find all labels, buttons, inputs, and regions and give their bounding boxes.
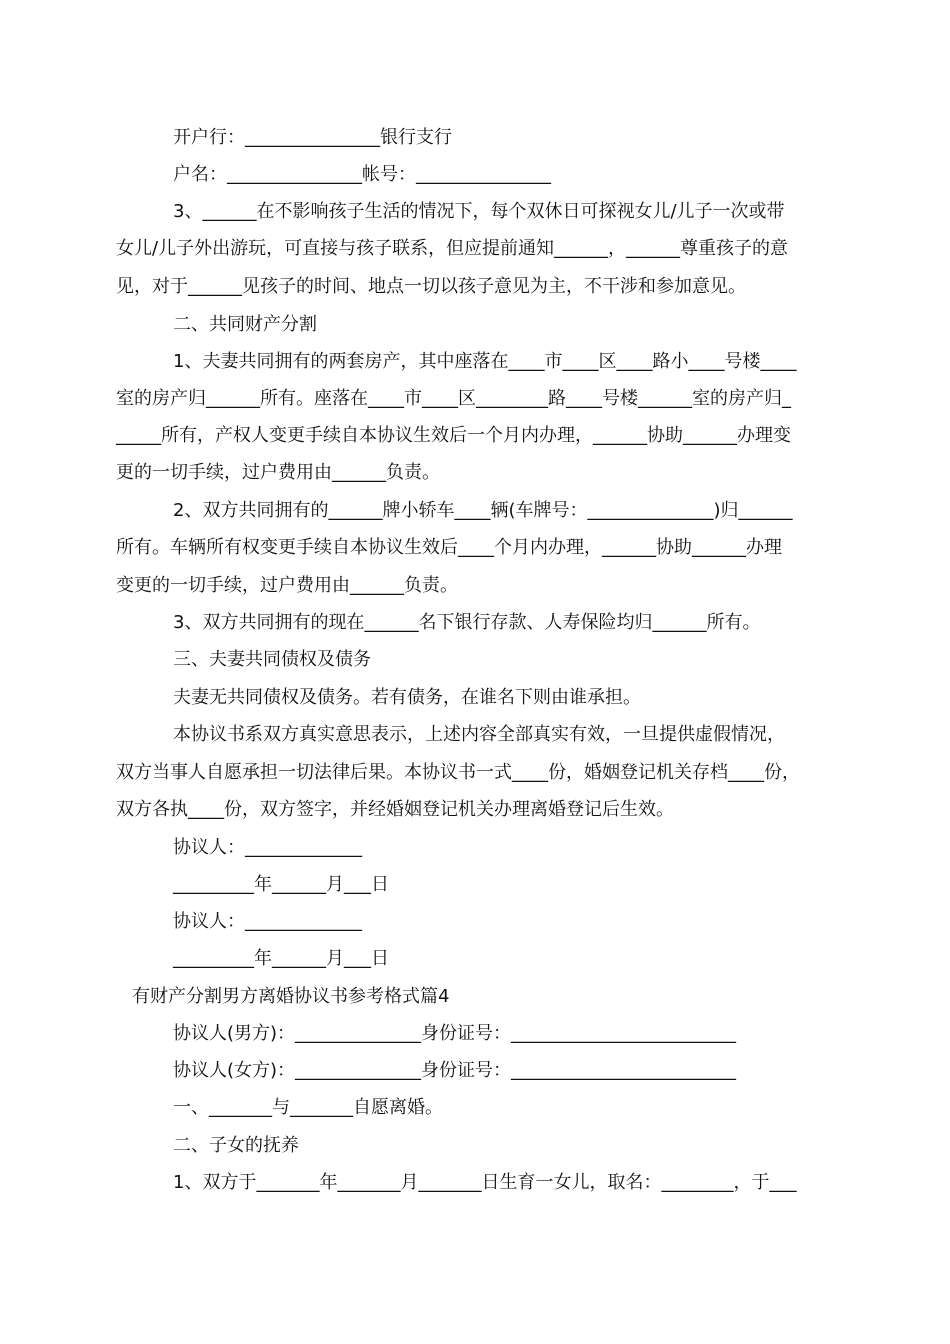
declaration-line-1: 本协议书系双方真实意思表示，上述内容全部真实有效，一旦提供虚假情况， [173, 724, 785, 745]
visitation-clause-line-2: 女儿/儿子外出游玩，可直接与孩子联系，但应提前通知______，______尊重孩子的意 [116, 238, 789, 259]
property-clause-1-line-2: 室的房产归______所有。座落在____市____区________路____号楼______室的房产归_ [116, 388, 791, 409]
voluntary-divorce-line: 一、_______与_______自愿离婚。 [173, 1097, 443, 1118]
female-party-line: 协议人(女方)：______________身份证号：_________________________ [173, 1060, 737, 1081]
section-heading-property: 二、共同财产分割 [173, 314, 317, 335]
property-clause-1-line-3: _____所有，产权人变更手续自本协议生效后一个月内办理，______协助______办理变 [116, 425, 791, 446]
signatory-2-date-line: _________年______月___日 [173, 948, 389, 969]
signatory-2-line: 协议人：_____________ [173, 911, 362, 932]
declaration-line-2: 双方当事人自愿承担一切法律后果。本协议书一式____份，婚姻登记机关存档____份， [116, 762, 800, 783]
signatory-1-line: 协议人：_____________ [173, 837, 362, 858]
property-clause-3-line: 3、双方共同拥有的现在______名下银行存款、人寿保险均归______所有。 [173, 612, 761, 633]
property-clause-2-line-2: 所有。车辆所有权变更手续自本协议生效后____个月内办理，______协助______办理 [116, 537, 782, 558]
visitation-clause-line-3: 见，对于______见孩子的时间、地点一切以孩子意见为主，不干涉和参加意见。 [116, 276, 746, 297]
property-clause-1-line-4: 更的一切手续，过户费用由______负责。 [116, 462, 440, 483]
account-name-line: 户名：_______________帐号：_______________ [173, 164, 551, 185]
property-clause-2-line-3: 变更的一切手续，过户费用由______负责。 [116, 575, 458, 596]
section-title-template-4: 有财产分割男方离婚协议书参考格式篇4 [132, 986, 450, 1007]
debts-statement: 夫妻无共同债权及债务。若有债务，在谁名下则由谁承担。 [173, 687, 641, 708]
declaration-line-3: 双方各执____份，双方签字，并经婚姻登记机关办理离婚登记后生效。 [116, 799, 674, 820]
section-heading-debts: 三、夫妻共同债权及债务 [173, 649, 371, 670]
male-party-line: 协议人(男方)：______________身份证号：_________________________ [173, 1023, 737, 1044]
property-clause-1-line-1: 1、夫妻共同拥有的两套房产，其中座落在____市____区____路小____号楼____ [173, 351, 797, 372]
child-custody-clause-1-line: 1、双方于_______年_______月_______日生育一女儿，取名：________，于___ [173, 1172, 797, 1193]
bank-branch-line: 开户行：_______________银行支行 [173, 127, 452, 148]
signatory-1-date-line: _________年______月___日 [173, 874, 389, 895]
property-clause-2-line-1: 2、双方共同拥有的______牌小轿车____辆(车牌号：______________)归______ [173, 500, 793, 521]
section-heading-child-custody: 二、子女的抚养 [173, 1135, 299, 1156]
visitation-clause-line-1: 3、______在不影响孩子生活的情况下，每个双休日可探视女儿/儿子一次或带 [173, 201, 785, 222]
